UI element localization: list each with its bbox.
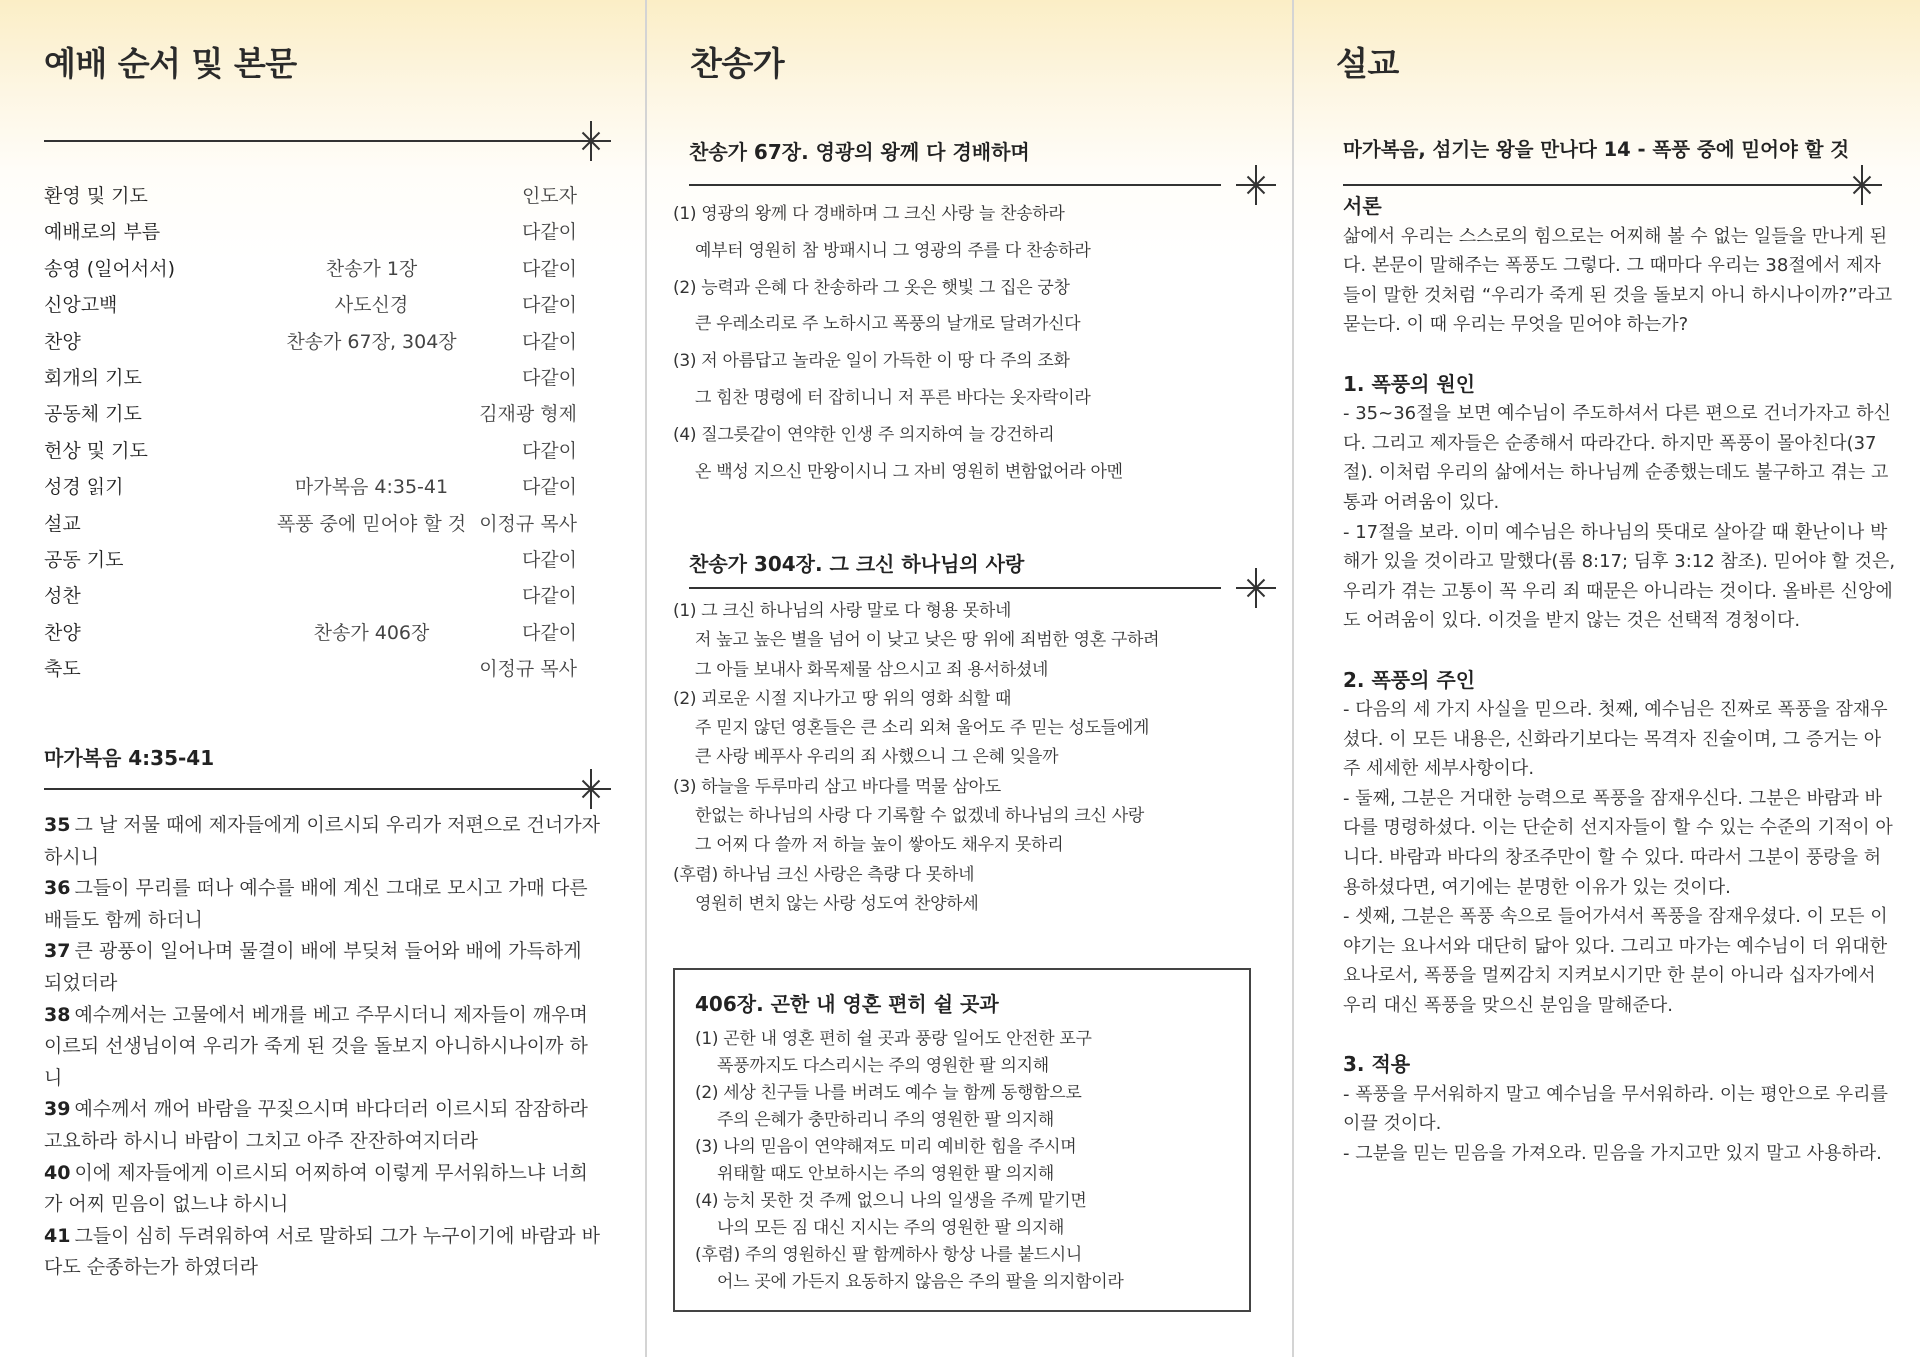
order-row [44, 324, 579, 360]
verse-text: 예수께서 깨어 바람을 꾸짖으시며 바다더러 이르시되 잠잠하라 고요하라 하시니 바람이 그치고 아주 잔잔하여지더라 [44, 1098, 588, 1152]
verse-number: 37 [44, 940, 71, 963]
intro-paragraph: 삶에서 우리는 스스로의 힘으로는 어찌해 볼 수 없는 일들을 만나게 된다. 본문이 말해주는 폭풍도 그렇다. 그 때마다 우리는 38절에서 제자들이 말한 것처럼 “우리가 죽게 된 것을 돌보지 아니 하시나이까?”라고 묻는다. 이 때 우리는 무엇을 믿어야 하는가? [1343, 225, 1893, 336]
order-of-worship-column [0, 0, 645, 1357]
order-item: 헌상 및 기도 [44, 439, 148, 462]
hymn-406-title: 406장. 곤한 내 영혼 편히 쉴 곳과 [695, 992, 999, 1016]
sermon-subtitle: 마가복음, 섬기는 왕을 만나다 14 - 폭풍 중에 믿어야 할 것 [1343, 138, 1850, 161]
point-1-paragraph: - 17절을 보라. 이미 예수님은 하나님의 뜻대로 살아갈 때 환난이나 박해가 있을 것이라고 말했다(롬 8:17; 딤후 3:12 참조). 믿어야 할 것은, 우리가 겪는 고통이 꼭 우리 죄 때문은 아니라는 것이다. 올바른 신앙에도 어려움이 있다. 이것을 받지 않는 것은 선택적 경청이다. [1343, 521, 1896, 632]
sermon-body [1343, 192, 1898, 1169]
point-3-paragraph: - 폭풍을 무서워하지 말고 예수님을 무서워하라. 이는 평안으로 우리를 이끌 것이다. [1343, 1083, 1888, 1135]
hymn-line: 한없는 하나님의 사랑 다 기록할 수 없겠네 하나님의 크신 사랑 [695, 806, 1144, 827]
order-row [44, 651, 579, 687]
point-3-heading: 3. 적용 [1343, 1052, 1411, 1077]
order-who: 이정규 목사 [479, 512, 577, 535]
order-list [44, 178, 579, 687]
hymn-line: 온 백성 지으신 만왕이시니 그 자비 영원히 변함없어라 아멘 [695, 461, 1123, 482]
hymn-line: 예부터 영원히 참 방패시니 그 영광의 주를 다 찬송하라 [695, 240, 1091, 261]
order-row [44, 251, 579, 287]
order-row [44, 214, 579, 250]
verse [44, 810, 604, 873]
order-who: 다같이 [521, 257, 577, 280]
hymn-304-lyrics [673, 597, 1159, 919]
verse [44, 936, 604, 999]
order-who: 다같이 [521, 330, 577, 353]
hymn-line: (1) 곤한 내 영혼 편히 쉴 곳과 풍랑 일어도 안전한 포구 [695, 1029, 1092, 1049]
hymn-line: (4) 능치 못한 것 주께 없으니 나의 일생을 주께 맡기면 [695, 1191, 1087, 1211]
verse-text: 예수께서는 고물에서 베개를 베고 주무시더니 제자들이 깨우며 이르되 선생님이여 우리가 죽게 된 것을 돌보지 아니하시나이까 하니 [44, 1003, 588, 1089]
verse-text: 그 날 저물 때에 제자들에게 이르시되 우리가 저편으로 건너가자 하시니 [44, 814, 600, 868]
hymn-line: (2) 세상 친구들 나를 버려도 예수 늘 함께 동행함으로 [695, 1083, 1082, 1103]
verse [44, 873, 604, 936]
order-who: 다같이 [521, 439, 577, 462]
hymn-line: 그 어찌 다 쓸까 저 하늘 높이 쌓아도 채우지 못하리 [695, 835, 1064, 856]
point-1-paragraph: - 35~36절을 보면 예수님이 주도하셔서 다른 편으로 건너가자고 하신다. 그리고 제자들은 순종해서 따라간다. 하지만 폭풍이 몰아친다(37절). 이처럼 우리의 삶에서는 하나님께 순종했는데도 불구하고 겪는 고통과 어려움이 있다. [1343, 403, 1891, 513]
order-item: 축도 [44, 658, 81, 681]
hymn-line: (후렴) 주의 영원하신 팔 함께하사 항상 나를 붙드시니 [695, 1245, 1082, 1265]
order-mid: 찬송가 67장, 304장 [286, 330, 457, 353]
order-item: 공동 기도 [44, 548, 124, 571]
intro-heading: 서론 [1343, 194, 1382, 218]
order-item: 찬양 [44, 330, 81, 353]
hymn-line: 주 믿지 않던 영혼들은 큰 소리 외쳐 울어도 주 믿는 성도들에게 [695, 718, 1150, 739]
order-who: 다같이 [521, 621, 577, 644]
hymn-line: 저 높고 높은 별을 넘어 이 낮고 낮은 땅 위에 죄범한 영혼 구하려 [695, 630, 1160, 651]
hymn-406-lyrics [695, 1026, 1124, 1296]
sparkle-icon [571, 121, 611, 161]
order-item: 회개의 기도 [44, 366, 142, 389]
order-row [44, 287, 579, 323]
order-row [44, 469, 579, 505]
hymn-304-title: 찬송가 304장. 그 크신 하나님의 사랑 [689, 552, 1025, 576]
sparkle-icon [571, 769, 611, 809]
hymn-line: 주의 은혜가 충만하리니 주의 영원한 팔 의지해 [717, 1110, 1054, 1130]
order-who: 다같이 [521, 221, 577, 244]
point-1-heading: 1. 폭풍의 원인 [1343, 371, 1476, 396]
verse-text: 이에 제자들에게 이르시되 어찌하여 이렇게 무서워하느냐 너희가 어찌 믿음이 없느냐 하시니 [44, 1161, 588, 1216]
hymn-line: (2) 능력과 은혜 다 찬송하라 그 옷은 햇빛 그 집은 궁창 [673, 277, 1070, 298]
hymn-406-box [673, 968, 1251, 1312]
order-row [44, 615, 579, 651]
order-who: 다같이 [521, 548, 577, 571]
order-mid: 찬송가 1장 [325, 257, 418, 280]
scripture-title: 마가복음 4:35-41 [44, 746, 215, 770]
order-who: 다같이 [521, 294, 577, 317]
order-row [44, 433, 579, 469]
hymn-line: (4) 질그릇같이 연약한 인생 주 의지하여 늘 강건하리 [673, 424, 1055, 445]
point-2-paragraph: - 둘째, 그분은 거대한 능력으로 폭풍을 잠재우신다. 그분은 바람과 바다를 명령하셨다. 이는 단순히 선지자들이 할 수 있는 수준의 기적이 아니다. 바람과 바다의 창조주만이 할 수 있다. 따라서 그분이 풍랑을 허용하셨다면, 여기에는 분명한 이유가 있는 것이다. [1343, 787, 1893, 898]
sparkle-icon [1236, 165, 1276, 205]
order-row [44, 542, 579, 578]
order-row [44, 360, 579, 396]
hymn-line: 그 아들 보내사 화목제물 삼으시고 죄 용서하셨네 [695, 659, 1049, 680]
order-item: 설교 [44, 512, 81, 535]
hymn-67-title: 찬송가 67장. 영광의 왕께 다 경배하며 [689, 140, 1030, 164]
hymn-line: 큰 우레소리로 주 노하시고 폭풍의 날개로 달려가신다 [695, 314, 1081, 335]
order-item: 성찬 [44, 585, 81, 608]
verse-number: 38 [44, 1003, 71, 1026]
order-item: 송영 (일어서서) [44, 257, 175, 280]
sermon-section-title: 설교 [1336, 44, 1399, 83]
order-item: 환영 및 기도 [44, 185, 148, 207]
order-section-title: 예배 순서 및 본문 [44, 44, 297, 83]
hymn-67-lyrics [673, 196, 1123, 490]
order-who: 김재광 형제 [479, 403, 577, 426]
order-item: 공동체 기도 [44, 403, 142, 426]
order-who: 다같이 [521, 585, 577, 608]
verse-number: 41 [44, 1224, 71, 1247]
hymn-line: 큰 사랑 베푸사 우리의 죄 사했으니 그 은혜 잊을까 [695, 747, 1059, 768]
divider [689, 184, 1221, 186]
hymn-line: (3) 저 아름답고 놀라운 일이 가득한 이 땅 다 주의 조화 [673, 351, 1070, 372]
point-2-paragraph: - 다음의 세 가지 사실을 믿으라. 첫째, 예수님은 진짜로 폭풍을 잠재우셨다. 이 모든 내용은, 신화라기보다는 목격자 진술이며, 그 증거는 아주 세세한 세부사항이다. [1343, 699, 1888, 780]
verse-number: 35 [44, 814, 71, 836]
hymn-line: (후렴) 하나님 크신 사랑은 측량 다 못하네 [673, 864, 975, 885]
order-item: 찬양 [44, 621, 81, 644]
verse-number: 36 [44, 877, 71, 900]
order-mid: 마가복음 4:35-41 [294, 476, 449, 499]
order-row [44, 396, 579, 432]
verse-text: 그들이 심히 두려워하여 서로 말하되 그가 누구이기에 바람과 바다도 순종하는가 하였더라 [44, 1224, 600, 1279]
order-mid: 사도신경 [334, 294, 409, 317]
hymn-line: 어느 곳에 가든지 요동하지 않음은 주의 팔을 의지함이라 [717, 1272, 1124, 1292]
point-3-paragraph: - 그분을 믿는 믿음을 가져오라. 믿음을 가지고만 있지 말고 사용하라. [1343, 1143, 1882, 1164]
order-who: 이정규 목사 [479, 658, 577, 681]
divider [1343, 184, 1863, 186]
hymn-line: (2) 괴로운 시절 지나가고 땅 위의 영화 쇠할 때 [673, 688, 1012, 709]
hymn-section-title: 찬송가 [690, 44, 785, 83]
order-item: 신앙고백 [44, 294, 118, 317]
order-item: 예배로의 부름 [44, 221, 161, 244]
hymn-line: (3) 하늘을 두루마리 삼고 바다를 먹물 삼아도 [673, 776, 1001, 797]
order-row [44, 178, 579, 214]
hymn-line: (3) 나의 믿음이 연약해져도 미리 예비한 힘을 주시며 [695, 1137, 1077, 1157]
verse-text: 큰 광풍이 일어나며 물결이 배에 부딪쳐 들어와 배에 가득하게 되었더라 [44, 940, 582, 994]
verse-text: 그들이 무리를 떠나 예수를 배에 계신 그대로 모시고 가매 다른 배들도 함께 하더니 [44, 877, 588, 931]
hymn-line: (1) 영광의 왕께 다 경배하며 그 크신 사랑 늘 찬송하라 [673, 204, 1065, 224]
point-2-heading: 2. 폭풍의 주인 [1343, 667, 1476, 692]
divider [44, 788, 590, 790]
hymn-line: 위태할 때도 안보하시는 주의 영원한 팔 의지해 [717, 1164, 1054, 1184]
order-item: 성경 읽기 [44, 476, 124, 499]
hymn-line: 영원히 변치 않는 사랑 성도여 찬양하세 [695, 893, 979, 914]
divider [44, 140, 590, 142]
order-who: 인도자 [521, 185, 577, 207]
scripture-text [44, 810, 604, 1284]
hymn-line: 폭풍까지도 다스리시는 주의 영원한 팔 의지해 [717, 1056, 1049, 1076]
verse-number: 40 [44, 1161, 71, 1184]
hymn-line: (1) 그 크신 하나님의 사랑 말로 다 형용 못하네 [673, 601, 1012, 621]
order-mid: 폭풍 중에 믿어야 할 것 [276, 512, 467, 535]
verse-number: 39 [44, 1098, 71, 1121]
divider [689, 587, 1221, 589]
order-row [44, 578, 579, 614]
hymn-line: 나의 모든 짐 대신 지시는 주의 영원한 팔 의지해 [717, 1218, 1065, 1238]
verse [44, 1221, 604, 1284]
order-row [44, 506, 579, 542]
order-who: 다같이 [521, 366, 577, 389]
verse [44, 1158, 604, 1221]
verse [44, 1000, 604, 1095]
hymn-line: 그 힘찬 명령에 터 잡히니니 저 푸른 바다는 옷자락이라 [695, 387, 1091, 408]
order-mid: 찬송가 406장 [313, 621, 430, 644]
order-who: 다같이 [521, 476, 577, 499]
sparkle-icon [1236, 568, 1276, 608]
point-2-paragraph: - 셋째, 그분은 폭풍 속으로 들어가셔서 폭풍을 잠재우셨다. 이 모든 이야기는 요나서와 대단히 닮아 있다. 그리고 마가는 예수님이 더 위대한 요나로서, 폭풍을 멀찌감치 지켜보시기만 한 분이 아니라 십자가에서 우리 대신 폭풍을 맞으신 분임을 말해준다. [1343, 906, 1888, 1017]
verse [44, 1094, 604, 1157]
